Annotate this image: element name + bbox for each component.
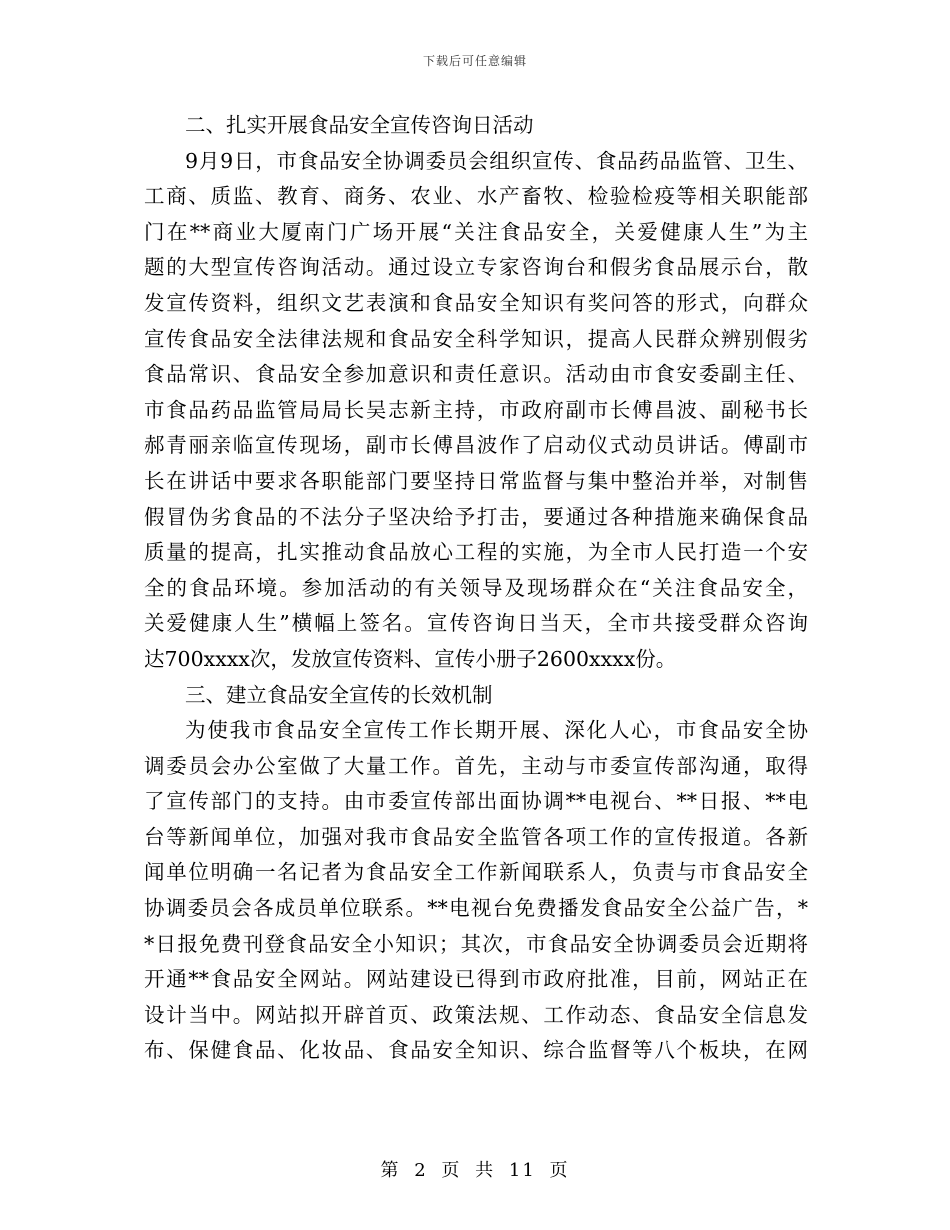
page-footer (0, 1156, 950, 1182)
paragraph-line: 闻单位明确一名记者为食品安全工作新闻联系人，负责与市食品安全 (144, 860, 808, 885)
header-note: 下载后可任意编辑 (422, 54, 527, 68)
paragraph-line: 了宣传部门的支持。由市委宣传部出面协调**电视台、**日报、**电 (144, 789, 808, 814)
paragraph-line: *日报免费刊登食品安全小知识；其次，市食品安全协调委员会近期将 (144, 931, 808, 956)
paragraph-line: 协调委员会各成员单位联系。**电视台免费播发食品安全公益广告，* (144, 896, 808, 921)
body-text (144, 108, 808, 1069)
paragraph-line: 长在讲话中要求各职能部门要坚持日常监督与集中整治并举，对制售 (144, 468, 808, 493)
paragraph-line: 设计当中。网站拟开辟首页、政策法规、工作动态、食品安全信息发 (144, 1002, 808, 1027)
paragraph-line: 发宣传资料，组织文艺表演和食品安全知识有奖问答的形式，向群众 (144, 290, 808, 315)
section-heading: 三、建立食品安全宣传的长效机制 (185, 682, 493, 707)
paragraph-line: 全的食品环境。参加活动的有关领导及现场群众在“关注食品安全， (144, 575, 808, 600)
footer-page-number: 2 (414, 1160, 428, 1181)
footer-total-word: 共 (475, 1160, 496, 1181)
footer-page-word: 第 (380, 1160, 401, 1181)
section-heading: 二、扎实开展食品安全宣传咨询日活动 (185, 113, 534, 137)
footer-total-pages: 11 (508, 1160, 536, 1181)
paragraph-line: 假冒伪劣食品的不法分子坚决给予打击，要通过各种措施来确保食品 (144, 504, 808, 529)
paragraph-line: 关爱健康人生”横幅上签名。宣传咨询日当天，全市共接受群众咨询 (144, 611, 808, 636)
paragraph-line: 质量的提高，扎实推动食品放心工程的实施，为全市人民打造一个安 (144, 540, 808, 565)
paragraph-line: 达700xxxx次，发放宣传资料、宣传小册子2600xxxx份。 (144, 646, 677, 671)
paragraph-line: 布、保健食品、化妆品、食品安全知识、综合监督等八个板块，在网 (144, 1038, 808, 1063)
paragraph-line: 工商、质监、教育、商务、农业、水产畜牧、检验检疫等相关职能部 (144, 184, 808, 209)
paragraph-line: 门在**商业大厦南门广场开展“关注食品安全，关爱健康人生”为主 (144, 219, 808, 244)
paragraph-line: 9月9日，市食品安全协调委员会组织宣传、食品药品监管、卫生、 (185, 148, 808, 173)
footer-total-unit: 页 (549, 1160, 570, 1181)
paragraph-line: 为使我市食品安全宣传工作长期开展、深化人心，市食品安全协 (185, 718, 808, 743)
paragraph-line: 宣传食品安全法律法规和食品安全科学知识，提高人民群众辨别假劣 (144, 326, 808, 351)
paragraph-line: 郝青丽亲临宣传现场，副市长傅昌波作了启动仪式动员讲话。傅副市 (144, 433, 808, 458)
paragraph-line: 市食品药品监管局局长吴志新主持，市政府副市长傅昌波、副秘书长 (144, 397, 808, 422)
paragraph-line: 食品常识、食品安全参加意识和责任意识。活动由市食安委副主任、 (144, 362, 808, 387)
paragraph-line: 台等新闻单位，加强对我市食品安全监管各项工作的宣传报道。各新 (144, 824, 808, 849)
footer-page-unit: 页 (441, 1160, 462, 1181)
paragraph-line: 开通**食品安全网站。网站建设已得到市政府批准，目前，网站正在 (144, 967, 808, 992)
paragraph-line: 调委员会办公室做了大量工作。首先，主动与市委宣传部沟通，取得 (144, 753, 808, 778)
paragraph-line: 题的大型宣传咨询活动。通过设立专家咨询台和假劣食品展示台，散 (144, 255, 808, 280)
